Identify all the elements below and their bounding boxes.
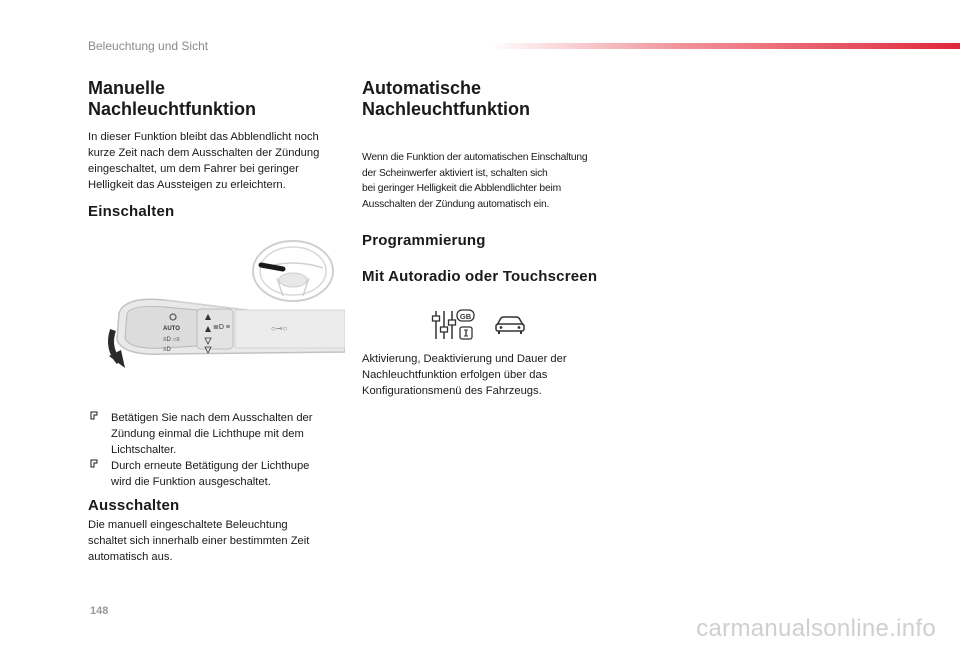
stalk-auto-label: AUTO [163,326,180,332]
ausschalten-heading: Ausschalten [88,497,180,514]
left-intro-line: Helligkeit das Aussteigen zu erleichtern. [88,179,286,191]
bullet-marker-icon [88,458,111,490]
bullet-text-line: Zündung einmal die Lichthupe mit dem [111,428,304,440]
right-title [362,78,530,120]
left-intro [88,129,358,193]
ausschalten-line: automatisch aus. [88,551,173,563]
right-title-line-2: Nachleuchtfunktion [362,99,531,119]
right-intro-line: der Scheinwerfer aktiviert ist, schalten sich [362,167,548,179]
right-intro-line: bei geringer Helligkeit die Abblendlichter beim [362,183,561,194]
left-intro-line: eingeschaltet, um dem Fahrer bei geringer [88,163,299,175]
svg-text:≣D ≡: ≣D ≡ [213,324,230,331]
right-body [362,351,632,399]
svg-text:○⊸○: ○⊸○ [271,324,288,333]
bullet-text-line: wird die Funktion ausgeschaltet. [111,476,271,488]
left-title [88,78,256,120]
einschalten-heading: Einschalten [88,203,175,220]
watermark: carmanualsonline.info [696,615,936,642]
svg-text:≡D: ≡D [163,347,171,353]
settings-badge-label: GB [459,311,472,321]
right-title-line-1: Automatische [362,78,482,98]
ausschalten-text [88,517,358,565]
left-title-line-1: Manuelle [88,78,166,98]
list-item [88,458,358,490]
right-intro-line: Ausschalten der Zündung automatisch ein. [362,198,550,210]
header-accent-bar [490,43,960,49]
ausschalten-line: Die manuell eingeschaltete Beleuchtung [88,519,288,531]
light-stalk-illustration [95,238,345,383]
settings-sliders-icon [430,308,476,342]
section-title: Beleuchtung und Sicht [88,39,209,53]
left-title-line-2: Nachleuchtfunktion [88,99,257,119]
bullet-text-line: Lichtschalter. [111,444,177,456]
bullet-marker-icon [88,410,111,458]
page-number: 148 [90,605,109,617]
bullet-text-line: Betätigen Sie nach dem Ausschalten der [111,412,313,424]
right-intro [362,150,632,212]
stalk-highlight [261,265,283,269]
right-intro-line: Wenn die Funktion der automatischen Einschaltung [362,152,588,163]
steering-wheel-icon [253,241,333,301]
left-intro-line: In dieser Funktion bleibt das Abblendlicht noch [88,131,319,143]
svg-text:≡D ○≡: ≡D ○≡ [163,337,180,343]
stalk-body [117,299,345,354]
right-body-line: Aktivierung, Deaktivierung und Dauer der [362,353,567,365]
instruction-list [88,410,358,490]
car-icon [494,315,526,335]
autoradio-heading: Mit Autoradio oder Touchscreen [362,268,598,285]
ausschalten-line: schaltet sich innerhalb einer bestimmten Zeit [88,535,310,547]
right-body-line: Nachleuchtfunktion erfolgen über das [362,369,548,381]
bullet-text-line: Durch erneute Betätigung der Lichthupe [111,460,310,472]
right-body-line: Konfigurationsmenü des Fahrzeugs. [362,385,542,397]
list-item [88,410,358,458]
programmierung-heading: Programmierung [362,232,486,249]
left-intro-line: kurze Zeit nach dem Ausschalten der Zündung [88,147,320,159]
